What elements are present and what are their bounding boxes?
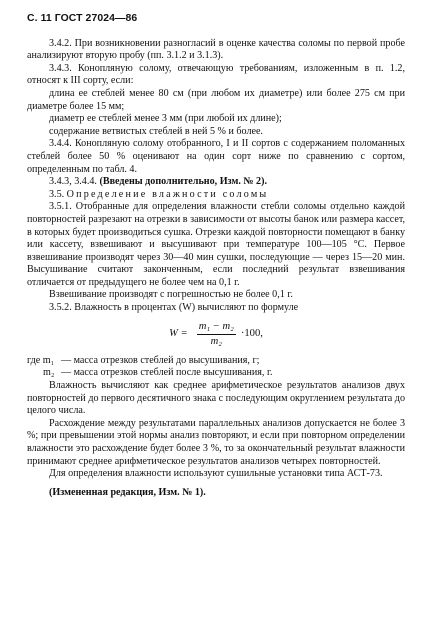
formula-denominator: m₂ xyxy=(210,336,222,348)
paragraph-3-4-2: 3.4.2. При возникновении разногласий в оценке качества соломы по первой пробе анализируют вторую пробу (пп. 3.1.2 и 3.1.3). xyxy=(27,37,405,62)
amendment-note-1: (Измененная редакция, Изм. № 1). xyxy=(49,486,206,498)
formula-lhs: W = xyxy=(169,328,188,340)
formula-tail: ·100, xyxy=(240,328,263,340)
formula-numerator: m₁ − m₂ xyxy=(197,321,236,336)
paragraph-3-5-1-weighing: Взвешивание производят с погрешностью не более 0,1 г. xyxy=(49,289,293,301)
paragraph-3-4-3: 3.4.3. Конопляную солому, отвечающую требованиям, изложенным в п. 1.2, относят к III сорту, если: xyxy=(27,62,405,87)
formula-fraction xyxy=(197,321,236,349)
paragraph-3-4-3-item-length: длина ее стеблей менее 80 см (при любом их диаметре) или более 275 см при диаметре более 15 мм; xyxy=(27,87,405,112)
formula-legend-m2 xyxy=(27,367,405,380)
moisture-formula xyxy=(27,321,405,349)
amendment-note-2 xyxy=(27,176,405,189)
legend-m2-symbol: m₂ xyxy=(43,367,55,379)
legend-m1-symbol: где m₁ xyxy=(27,354,55,366)
paragraph-drying-equipment: Для определения влажности используют сушильные установки типа АСТ-73. xyxy=(49,468,383,480)
paragraph-3-4-3-item-branching: содержание ветвистых стеблей в ней 5 % и более. xyxy=(49,125,263,137)
paragraph-moisture-average: Влажность вычисляют как среднее арифметическое результатов анализов двух повторностей до первого десятичного знака с последующим округлением результата до целого числа. xyxy=(27,380,405,417)
section-3-5-title: Определение влажности соломы xyxy=(66,188,269,200)
paragraph-3-5-1: 3.5.1. Отобранные для определения влажности стебли соломы отдельно каждой повторностей разрезают на отрезки в зависимости от высоты банок или размера кассет, в которых будет производиться сушка. Отрезки каждой повторности помещают в банку или кассету, взвешивают и высушивают при температуре 100—105 °С. Первое взвешивание производят через 30—40 мин сушки, последующие — через 15—20 мин. Высушивание считают законченным, если последний результат взвешивания отличается от предыдущего не более чем на 0,1 г. xyxy=(27,201,405,288)
section-3-5-number: 3.5. xyxy=(49,188,67,200)
paragraph-discrepancy: Расхождение между результатами параллельных анализов допускается не более 3 %; при превышении этой нормы анализ повторяют, и если при повторном определении влажности это расхождение будет более 3 %, то за окончательный результат влажности принимают среднее арифметическое результатов анализов четырех повторностей. xyxy=(27,417,405,467)
amendment-note-2-text: (Введены дополнительно, Изм. № 2). xyxy=(99,176,267,188)
formula-legend-m1 xyxy=(27,355,405,368)
paragraph-3-4-3-item-diameter: диаметр ее стеблей менее 3 мм (при любой их длине); xyxy=(49,113,282,125)
legend-m1-text: — масса отрезков стеблей до высушивания, г; xyxy=(61,354,260,366)
amendment-note-2-refs: 3.4.3, 3.4.4. xyxy=(49,176,100,188)
section-3-5-heading xyxy=(27,189,405,202)
legend-m2-text: — масса отрезков стеблей после высушивания, г. xyxy=(61,367,273,379)
page-header: С. 11 ГОСТ 27024—86 xyxy=(27,13,138,24)
paragraph-3-5-2: 3.5.2. Влажность в процентах (W) вычисляют по формуле xyxy=(49,302,299,314)
paragraph-3-4-4: 3.4.4. Конопляную солому отобранного, I и II сортов с содержанием поломанных стеблей более 50 % оценивают на один сорт ниже по сравнению с сортом, определенным по табл. 4. xyxy=(27,138,405,175)
